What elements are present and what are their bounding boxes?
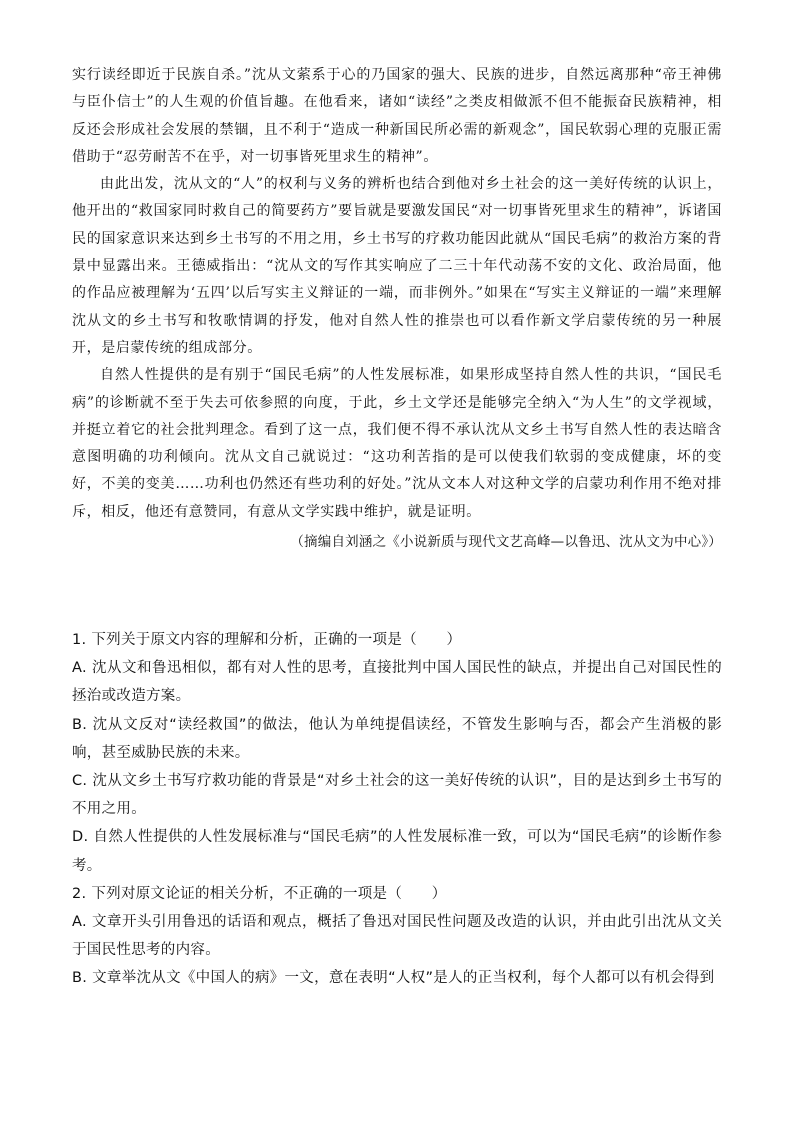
passage [72,62,722,556]
passage-paragraph-1: 实行读经即近于民族自杀。”沈从文萦系于心的乃国家的强大、民族的进步，自然远离那种“帝王神佛与臣仆信士”的人生观的价值旨趣。在他看来，诸如“读经”之类皮相做派不但不能振奋民族精神，相反还会形成社会发展的禁锢，且不利于“造成一种新国民所必需的新观念”，国民软弱心理的克服正需借助于“忍劳耐苦不在乎，对一切事皆死里求生的精神”。 [72,67,722,165]
question-1-option-c: C. 沈从文乡土书写疗救功能的背景是“对乡土社会的这一美好传统的认识”，目的是达到乡土书写的不用之用。 [72,773,722,818]
question-1-option-a: A. 沈从文和鲁迅相似，都有对人性的思考，直接批判中国人国民性的缺点，并提出自己对国民性的拯治或改造方案。 [72,660,722,705]
question-2-option-a: A. 文章开头引用鲁迅的话语和观点，概括了鲁迅对国民性问题及改造的认识，并由此引出沈从文关于国民性思考的内容。 [72,914,722,959]
question-2-stem: 2. 下列对原文论证的相关分析，不正确的一项是（ ） [72,885,447,902]
question-2-option-b: B. 文章举沈从文《中国人的病》一文，意在表明“人权”是人的正当权利，每个人都可以有机会得到 [72,970,715,987]
question-1 [72,626,722,880]
question-1-option-b: B. 沈从文反对“读经救国”的做法，他认为单纯提倡读经，不管发生影响与否，都会产生消极的影响，甚至威胁民族的未来。 [72,716,722,761]
passage-paragraph-2: 由此出发，沈从文的“人”的权利与义务的辨析也结合到他对乡土社会的这一美好传统的认识上，他开出的“救国家同时救自己的简要药方”要旨就是要激发国民“对一切事皆死里求生的精神”，诉诸国民的国家意识来达到乡土书写的不用之用，乡土书写的疗救功能因此就从“国民毛病”的救治方案的背景中显露出来。王德威指出：“沈从文的写作其实响应了二三十年代动荡不安的文化、政治局面，他的作品应被理解为‘五四’以后写实主义辩证的一端，而非例外。”如果在“写实主义辩证的一端”来理解沈从文的乡土书写和牧歌情调的抒发，他对自然人性的推崇也可以看作新文学启蒙传统的另一种展开，是启蒙传统的组成部分。 [72,176,722,356]
question-1-option-d: D. 自然人性提供的人性发展标准与“国民毛病”的人性发展标准一致，可以为“国民毛病”的诊断作参考。 [72,829,722,874]
question-2 [72,880,722,993]
passage-paragraph-3: 自然人性提供的是有别于“国民毛病”的人性发展标准，如果形成坚持自然人性的共识，“国民毛病”的诊断就不至于失去可依参照的向度，于此，乡土文学还是能够完全纳入“为人生”的文学视域，并挺立着它的社会批判理念。看到了这一点，我们便不得不承认沈从文乡土书写自然人性的表达暗含意图明确的功利倾向。沈从文自己就说过：“这功利苦指的是可以使我们软弱的变成健康，坏的变好，不美的变美……功利也仍然还有些功利的好处。”沈从文本人对这种文学的启蒙功利作用不绝对排斥，相反，他还有意赞同，有意从文学实践中维护，就是证明。 [72,367,722,520]
questions [72,626,722,993]
passage-source: （摘编自刘涵之《小说新质与现代文艺高峰—以鲁迅、沈从文为中心》） [290,534,722,551]
question-1-stem: 1. 下列关于原文内容的理解和分析，正确的一项是（ ） [72,632,462,648]
